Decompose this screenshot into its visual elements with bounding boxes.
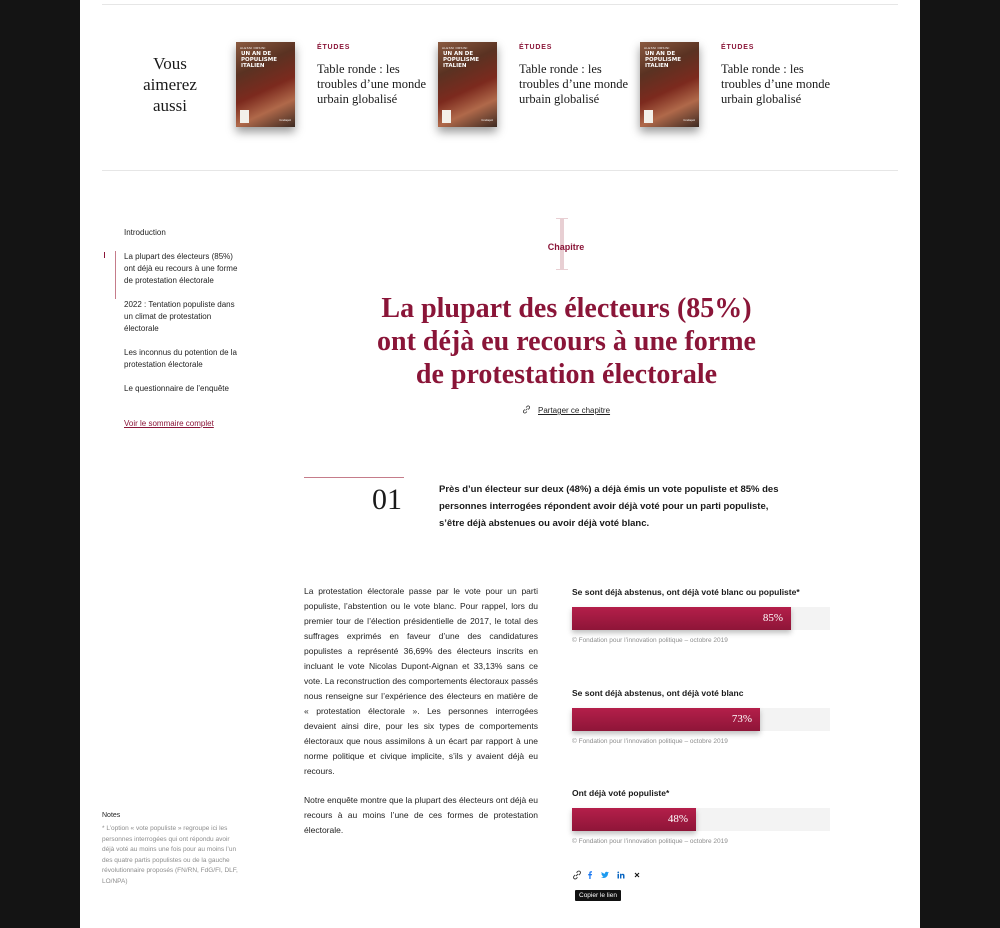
chart-title: Se sont déjà abstenus, ont déjà voté blanc ou populiste*	[572, 587, 800, 597]
link-icon	[522, 405, 531, 414]
cover-tag: fondapol	[481, 118, 493, 122]
bar	[572, 607, 791, 630]
toc-item-questionnaire[interactable]: Le questionnaire de l’enquête	[124, 384, 229, 393]
highlight-rule	[304, 477, 404, 478]
cover-title: UN AN DE POPULISME ITALIEN	[241, 51, 277, 69]
recommendations-title-line: aussi	[153, 96, 187, 115]
body-paragraph: Notre enquête montre que la plupart des électeurs ont déjà eu recours à au moins l’une de ces formes de protestation électorale.	[304, 795, 538, 835]
book-cover	[236, 42, 295, 127]
linkedin-icon[interactable]	[616, 870, 626, 880]
bar-value-label: 85%	[762, 612, 783, 624]
notes-title: Notes	[102, 812, 121, 819]
page	[80, 0, 920, 928]
share-chapter-label: Partager ce chapitre	[538, 406, 611, 415]
notes	[102, 812, 242, 887]
recommendations-title	[120, 53, 220, 116]
link-icon[interactable]	[572, 870, 582, 880]
recommendation-card[interactable]	[640, 42, 830, 132]
bar-value-label: 48%	[667, 813, 688, 825]
chart-source: © Fondation pour l’innovation politique – octobre 2019	[572, 637, 728, 644]
recommendation-title[interactable]: Table ronde : les troubles d’une monde urbain globalisé	[317, 62, 427, 106]
chart-source: © Fondation pour l’innovation politique – octobre 2019	[572, 838, 728, 845]
recommendation-card[interactable]	[438, 42, 628, 132]
full-summary-link[interactable]: Voir le sommaire complet	[124, 419, 214, 428]
recommendation-title[interactable]: Table ronde : les troubles d’une monde urbain globalisé	[721, 62, 831, 106]
cover-title: UN AN DE POPULISME ITALIEN	[645, 51, 681, 69]
body-text	[304, 584, 538, 838]
cover-header: ALESSI ORSINI	[644, 46, 670, 50]
recommendation-category: ÉTUDES	[721, 44, 755, 51]
active-marker	[104, 252, 105, 258]
cover-header: ALESSI ORSINI	[240, 46, 266, 50]
bar-chart	[572, 688, 830, 745]
body-paragraph: La protestation électorale passe par le vote pour un parti populiste, l’abstention ou le vote blanc. Pour rappel, lors du premier tour de l’élection présidentielle de 2017, le total des suffrages exprimés en faveur d’une des candidatures populistes a représenté 36,69% des électeurs inscrits en incluant le vote Nicolas Dupont-Aignan et 33,13% sans ce vote. La reconstruction des comportements électoraux passés nous renseigne sur l’expérience des électeurs en matière de « protestation électorale ». Les personnes interrogées devaient ainsi dire, pour les six types de comportements électoraux que nous assimilons à un écart par rapport à une norme politique et civique implicite, s’ils y avaient déjà eu recours.	[304, 586, 538, 776]
twitter-icon[interactable]	[600, 870, 610, 880]
chapter-title: La plupart des électeurs (85%) ont déjà eu recours à une forme de protestation électorale	[377, 293, 756, 390]
chart-title: Ont déjà voté populiste*	[572, 788, 670, 798]
cover-band	[442, 110, 451, 123]
cover-tag: fondapol	[279, 118, 291, 122]
section-divider	[102, 170, 898, 171]
chart-title: Se sont déjà abstenus, ont déjà voté blanc	[572, 688, 744, 698]
copy-link-tooltip: Copier le lien	[575, 890, 621, 901]
recommendation-card[interactable]	[236, 42, 426, 132]
table-of-contents	[124, 227, 244, 431]
bar-value-label: 73%	[731, 713, 752, 725]
bar	[572, 808, 696, 831]
cover-tag: fondapol	[683, 118, 695, 122]
x-icon[interactable]	[632, 870, 642, 880]
book-cover	[438, 42, 497, 127]
bar-track	[572, 607, 830, 630]
chart-source: © Fondation pour l’innovation politique – octobre 2019	[572, 738, 728, 745]
recommendation-category: ÉTUDES	[317, 44, 351, 51]
bar-chart	[572, 587, 830, 644]
toc-item-introduction[interactable]: Introduction	[124, 228, 166, 237]
cover-band	[644, 110, 653, 123]
toc-item-active[interactable]	[124, 251, 244, 287]
top-divider	[102, 4, 898, 5]
facebook-icon[interactable]	[585, 870, 595, 880]
recommendation-category: ÉTUDES	[519, 44, 553, 51]
recommendation-title[interactable]: Table ronde : les troubles d’une monde urbain globalisé	[519, 62, 629, 106]
toc-item-2022[interactable]: 2022 : Tentation populiste dans un climat de protestation électorale	[124, 300, 235, 333]
notes-text: * L’option « vote populiste » regroupe ici les personnes interrogées qui ont répondu avoir déjà voté au moins une fois pour au moins l’un des quatre partis populistes ou de la gauche révolutionnaire proposés (FN/RN, FdG/FI, DLF, LO/NPA)	[102, 825, 238, 885]
share-chapter-link[interactable]	[522, 405, 610, 415]
bar	[572, 708, 760, 731]
cover-band	[240, 110, 249, 123]
cover-header: ALESSI ORSINI	[442, 46, 468, 50]
chapter-label: Chapitre	[547, 242, 585, 252]
bar-track	[572, 808, 830, 831]
toc-item-label: La plupart des électeurs (85%) ont déjà eu recours à une forme de protestation électorale	[124, 252, 238, 285]
recommendations-title-line: aimerez	[143, 75, 197, 94]
bar-chart	[572, 788, 830, 845]
toc-item-inconnus[interactable]: Les inconnus du potention de la protestation électorale	[124, 348, 237, 369]
book-cover	[640, 42, 699, 127]
highlight-number: 01	[372, 483, 402, 516]
highlight-text: Près d’un électeur sur deux (48%) a déjà émis un vote populiste et 85% des personnes interrogées répondent avoir déjà voté pour un parti populiste, s’être déjà abstenues ou avoir déjà voté blanc.	[439, 484, 779, 529]
cover-title: UN AN DE POPULISME ITALIEN	[443, 51, 479, 69]
bar-track	[572, 708, 830, 731]
recommendations-title-line: Vous	[153, 54, 187, 73]
